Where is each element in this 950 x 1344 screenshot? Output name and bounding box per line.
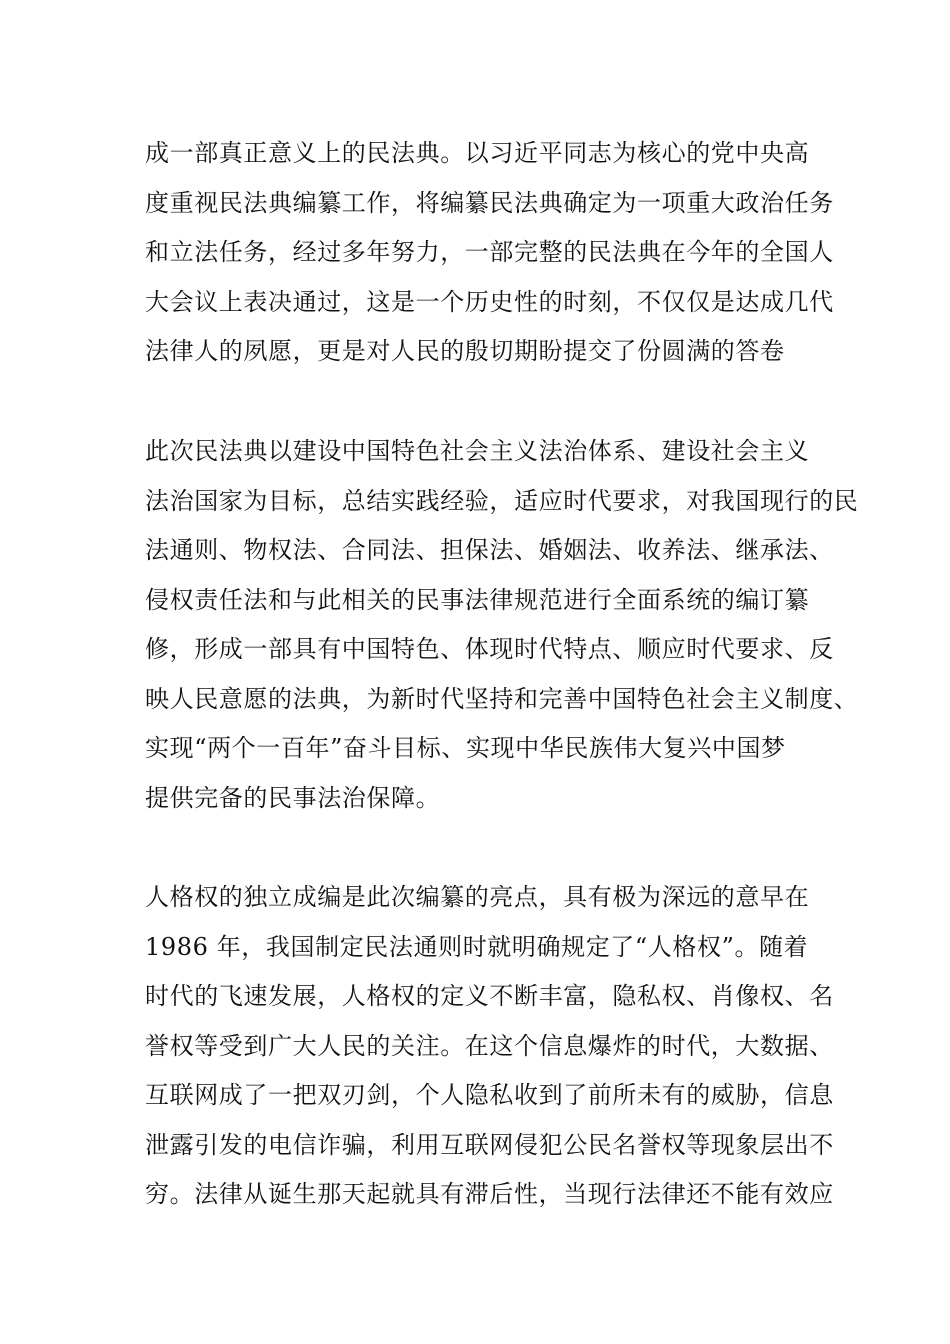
text-line: 实现“两个一百年”奋斗目标、实现中华民族伟大复兴中国梦 [145,734,786,762]
text-line: 人格权的独立成编是此次编纂的亮点，具有极为深远的意早在 [145,883,810,911]
paragraph-codification-goals [145,427,859,823]
text-line: 互联网成了一把双刃剑，个人隐私收到了前所未有的威胁，信息 [145,1081,834,1109]
text-line: 和立法任务，经过多年努力，一部完整的民法典在今年的全国人 [145,238,834,266]
text-line: 提供完备的民事法治保障。 [145,783,441,812]
text-line: 侵权责任法和与此相关的民事法律规范进行全面系统的编订纂 [145,585,810,614]
text-line: 法律人的夙愿，更是对人民的殷切期盼提交了份圆满的答卷 [145,337,785,365]
text-line: 此次民法典以建设中国特色社会主义法治体系、建设社会主义 [145,437,810,465]
text-line: 1986 年，我国制定民法通则时就明确规定了“人格权”。随着 [145,932,809,961]
text-line: 誉权等受到广大人民的关注。在这个信息爆炸的时代，大数据、 [145,1031,834,1060]
text-line: 时代的飞速发展，人格权的定义不断丰富，隐私权、肖像权、名 [145,982,834,1010]
paragraph-codification-history [145,129,834,377]
text-line: 修，形成一部具有中国特色、体现时代特点、顺应时代要求、反 [145,635,834,663]
text-line: 法治国家为目标，总结实践经验，适应时代要求，对我国现行的民 [145,486,859,515]
text-line: 度重视民法典编纂工作，将编纂民法典确定为一项重大政治任务 [145,188,834,217]
text-line: 法通则、物权法、合同法、担保法、婚姻法、收养法、继承法、 [145,536,834,564]
text-line: 映人民意愿的法典，为新时代坚持和完善中国特色社会主义制度、 [145,684,859,713]
text-line: 大会议上表决通过，这是一个历史性的时刻，不仅仅是达成几代 [145,287,834,316]
text-line: 泄露引发的电信诈骗，利用互联网侵犯公民名誉权等现象层出不 [145,1130,834,1159]
paragraph-personality-rights [145,873,834,1220]
text-line: 穷。法律从诞生那天起就具有滞后性，当现行法律还不能有效应 [145,1180,834,1208]
text-line: 成一部真正意义上的民法典。以习近平同志为核心的党中央高 [145,139,810,167]
